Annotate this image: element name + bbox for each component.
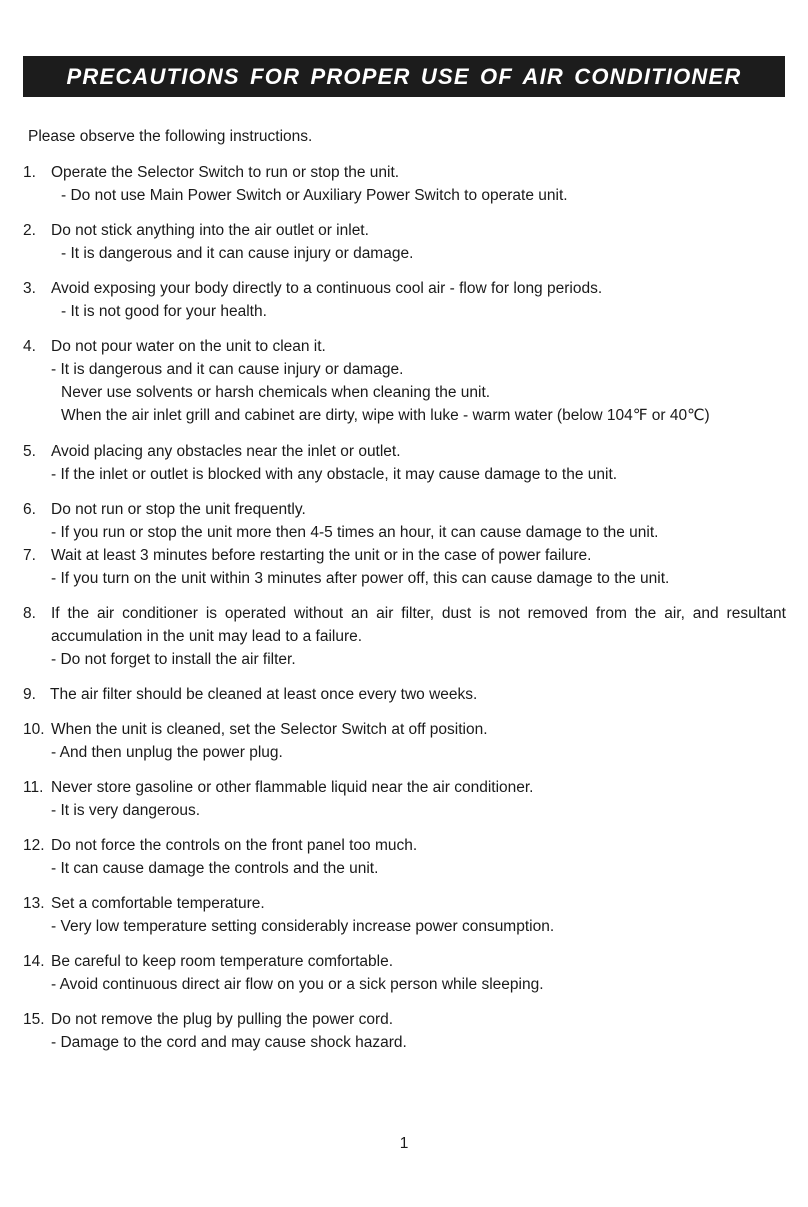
item-number: 6. — [23, 501, 36, 518]
item-text: Operate the Selector Switch to run or stop the unit. — [51, 164, 400, 181]
item-number: 5. — [23, 443, 36, 460]
list-item — [23, 602, 786, 671]
item-note: - If you turn on the unit within 3 minutes after power off, this can cause damage to the unit. — [51, 570, 670, 587]
section-title-bar — [23, 56, 785, 97]
item-number: 14. — [23, 953, 45, 970]
page-title: PRECAUTIONS FOR PROPER USE OF AIR CONDITIONER — [66, 63, 742, 89]
list-item — [23, 440, 786, 486]
item-note: - It is very dangerous. — [51, 802, 201, 819]
list-item — [23, 683, 786, 706]
item-note: - Damage to the cord and may cause shock hazard. — [51, 1034, 407, 1051]
list-item — [23, 498, 786, 544]
item-number: 8. — [23, 605, 36, 622]
item-text: When the unit is cleaned, set the Selector Switch at off position. — [51, 721, 488, 738]
item-note: - If you run or stop the unit more then 4-5 times an hour, it can cause damage to the unit. — [51, 524, 659, 541]
item-note: - It is not good for your health. — [61, 303, 267, 320]
item-note: - And then unplug the power plug. — [51, 744, 283, 761]
list-item — [23, 776, 786, 822]
item-number: 3. — [23, 280, 36, 297]
item-note: - If the inlet or outlet is blocked with any obstacle, it may cause damage to the unit. — [51, 466, 618, 483]
list-item — [23, 718, 786, 764]
item-number: 7. — [23, 547, 36, 564]
item-text: Do not run or stop the unit frequently. — [51, 501, 306, 518]
item-text: The air filter should be cleaned at least once every two weeks. — [50, 686, 478, 703]
item-note: - It is dangerous and it can cause injury or damage. — [51, 361, 404, 378]
item-number: 15. — [23, 1011, 45, 1028]
item-text: Wait at least 3 minutes before restarting the unit or in the case of power failure. — [51, 547, 592, 564]
list-item — [23, 277, 786, 323]
item-text: Set a comfortable temperature. — [51, 895, 265, 912]
item-text: Do not force the controls on the front panel too much. — [51, 837, 418, 854]
item-note: - Avoid continuous direct air flow on you or a sick person while sleeping. — [51, 976, 544, 993]
item-number: 2. — [23, 222, 36, 239]
list-item — [23, 544, 786, 590]
item-text: Be careful to keep room temperature comfortable. — [51, 953, 394, 970]
item-text: Do not remove the plug by pulling the power cord. — [51, 1011, 394, 1028]
item-text: Do not stick anything into the air outlet or inlet. — [51, 222, 369, 239]
item-text: Avoid exposing your body directly to a continuous cool air - flow for long periods. — [51, 280, 603, 297]
list-item — [23, 219, 786, 265]
item-text: If the air conditioner is operated without an air filter, dust is not removed from the air, and resultant — [51, 605, 786, 622]
item-note: - Do not forget to install the air filter. — [51, 651, 296, 668]
item-note: - Do not use Main Power Switch or Auxiliary Power Switch to operate unit. — [61, 187, 568, 204]
item-number: 11. — [23, 779, 44, 796]
list-item — [23, 161, 786, 207]
item-text: Avoid placing any obstacles near the inlet or outlet. — [51, 443, 401, 460]
item-note: - Very low temperature setting considerably increase power consumption. — [51, 918, 555, 935]
item-number: 13. — [23, 895, 45, 912]
item-text: Do not pour water on the unit to clean it. — [51, 338, 326, 355]
item-number: 12. — [23, 837, 45, 854]
list-item — [23, 1008, 786, 1054]
item-number: 10. — [23, 721, 45, 738]
item-note: When the air inlet grill and cabinet are dirty, wipe with luke - warm water (below 104℉ or 40℃) — [61, 407, 710, 424]
list-item — [23, 335, 786, 427]
item-note: - It can cause damage the controls and the unit. — [51, 860, 379, 877]
page-number: 1 — [399, 1135, 409, 1152]
list-item — [23, 834, 786, 880]
item-note: - It is dangerous and it can cause injury or damage. — [61, 245, 414, 262]
item-number: 4. — [23, 338, 36, 355]
item-text-continued: accumulation in the unit may lead to a failure. — [51, 628, 363, 645]
list-item — [23, 950, 786, 996]
list-item — [23, 892, 786, 938]
item-number: 9. — [23, 686, 36, 703]
item-text: Never store gasoline or other flammable liquid near the air conditioner. — [51, 779, 534, 796]
item-number: 1. — [23, 164, 36, 181]
intro-text: Please observe the following instructions. — [28, 128, 313, 145]
item-note: Never use solvents or harsh chemicals when cleaning the unit. — [61, 384, 491, 401]
